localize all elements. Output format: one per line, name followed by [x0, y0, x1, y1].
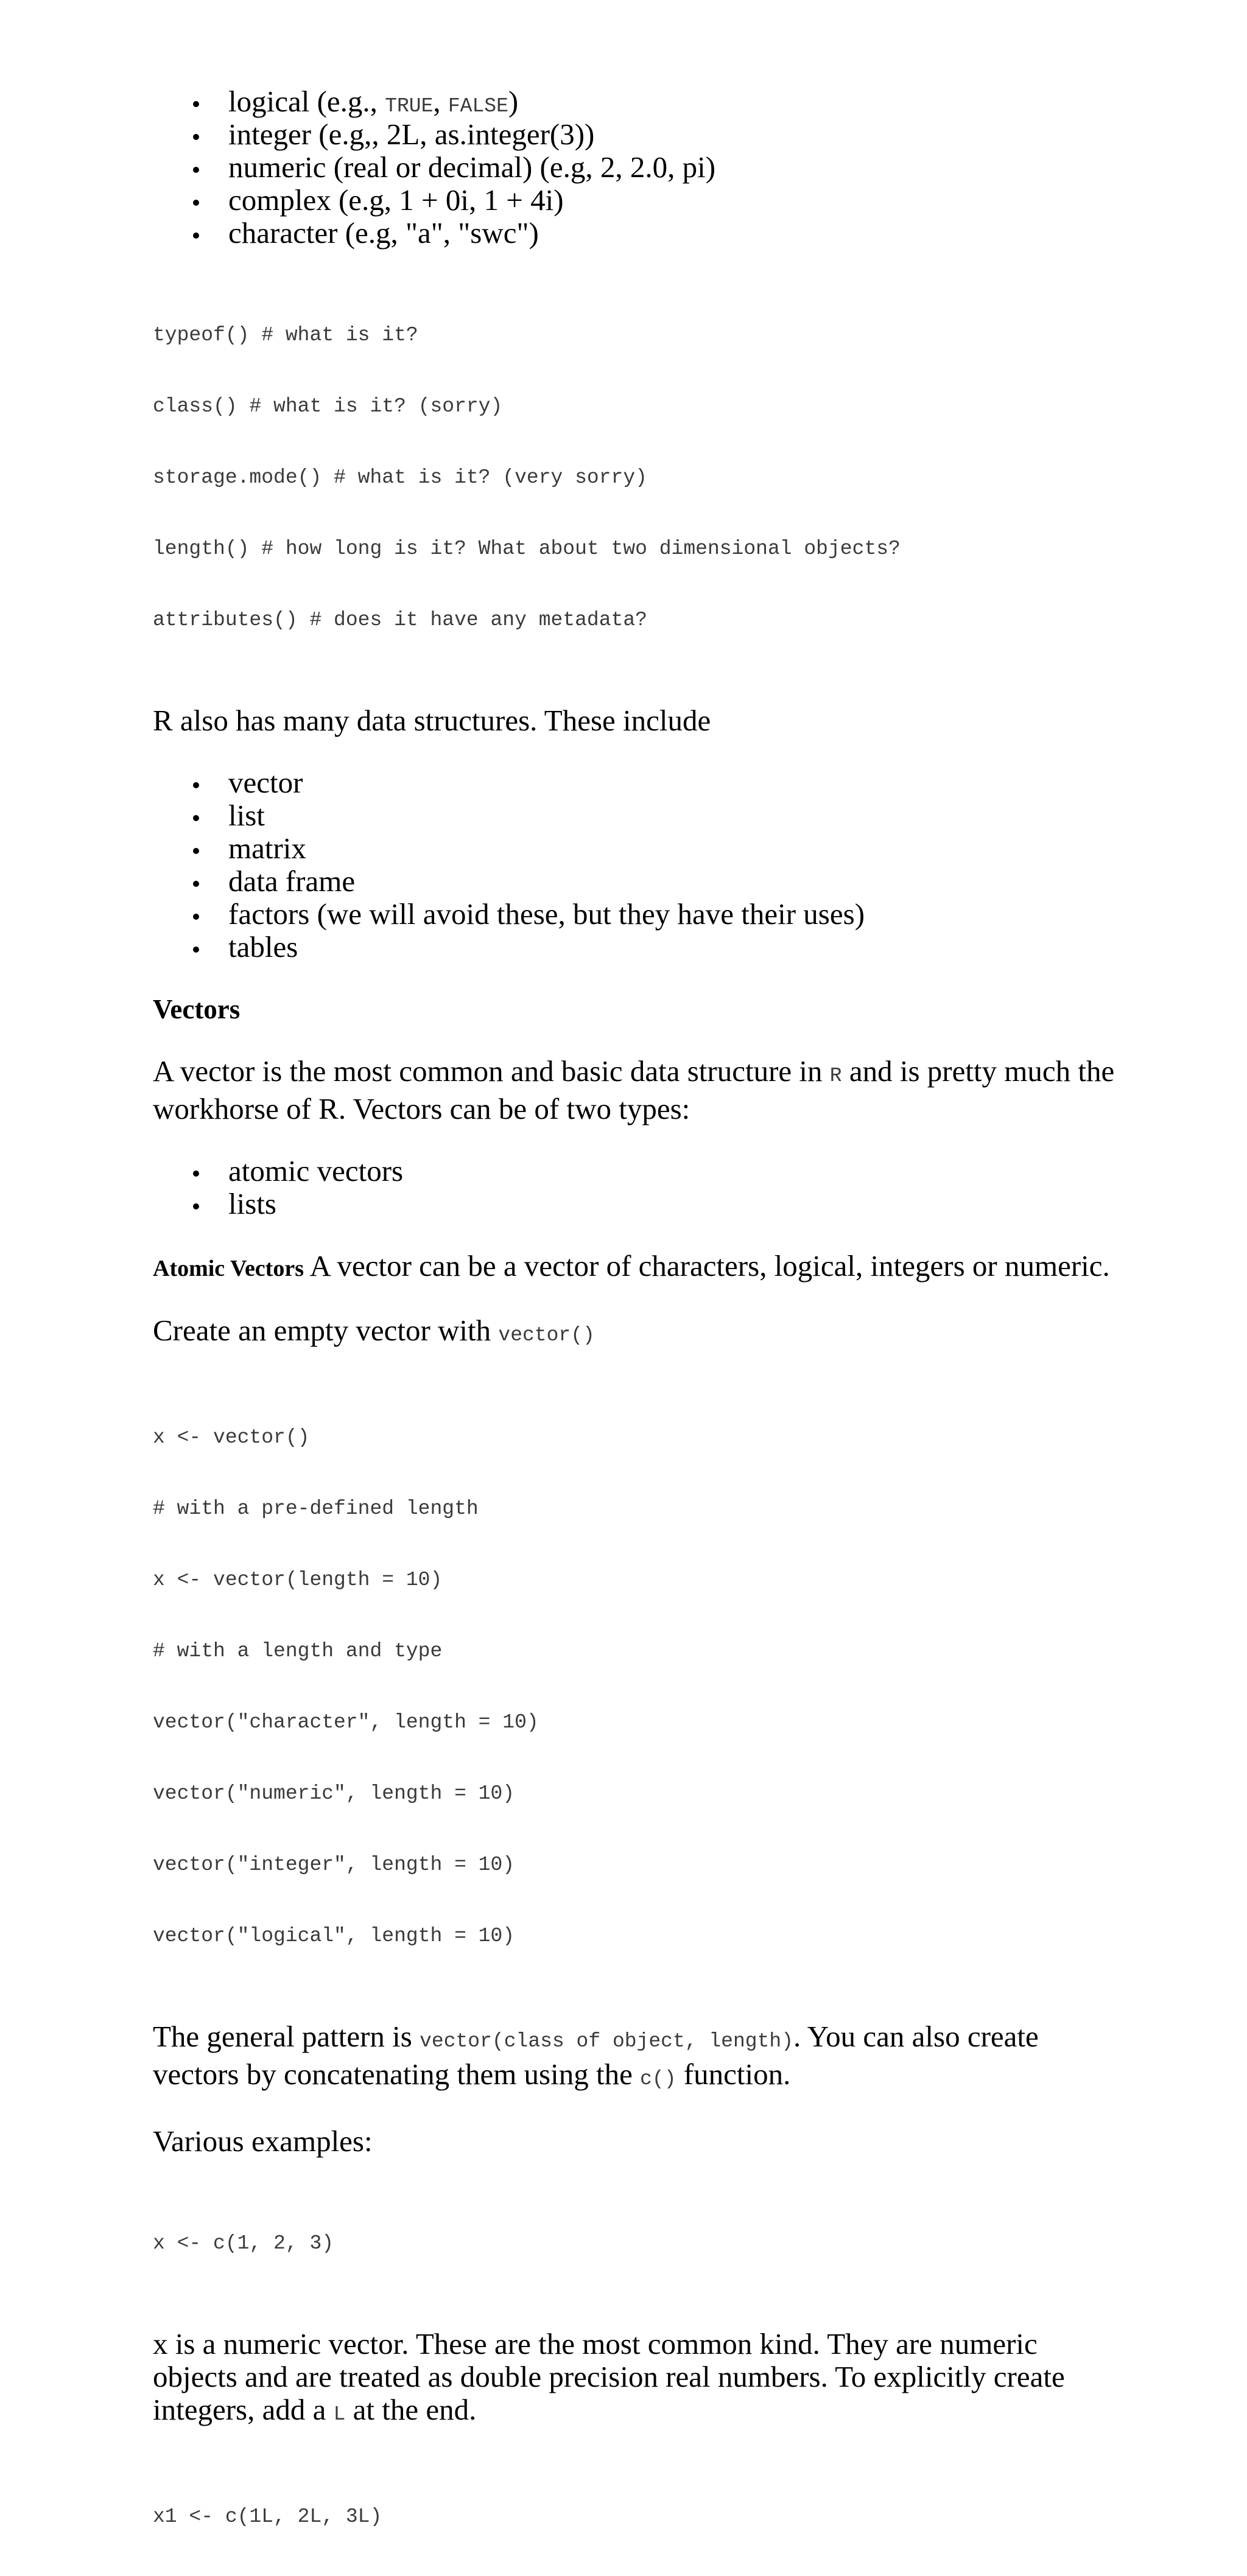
inline-code: vector(class of object, length)	[420, 2030, 793, 2053]
code-block	[153, 2184, 1127, 2303]
code-line: x1 <- c(1L, 2L, 3L)	[153, 2505, 382, 2528]
list-item: lists	[228, 1188, 1127, 1220]
code-line: x <- vector()	[153, 1426, 310, 1449]
paragraph	[153, 2328, 1127, 2431]
list-item: tables	[228, 931, 1127, 964]
list-item	[228, 85, 1127, 118]
inline-code: TRUE	[385, 95, 434, 117]
inline-code: c()	[640, 2068, 676, 2090]
paragraph-text: function.	[676, 2057, 791, 2091]
code-line: storage.mode() # what is it? (very sorry)	[153, 466, 647, 489]
paragraph	[153, 1055, 1127, 1125]
paragraph-text: A vector can be a vector of characters, logical, integers or numeric.	[303, 1249, 1110, 1283]
code-line: # with a length and type	[153, 1640, 443, 1662]
inline-heading: Atomic Vectors	[153, 1256, 304, 1281]
code-line: attributes() # does it have any metadata?	[153, 609, 647, 631]
vector-types-list	[153, 1155, 1127, 1220]
paragraph	[153, 1250, 1127, 1285]
paragraph-text: and is pretty much the workhorse of R. Vectors can be of two types:	[153, 1054, 1115, 1125]
paragraph: R also has many data structures. These include	[153, 704, 711, 737]
list-item: atomic vectors	[228, 1155, 1127, 1188]
list-item: complex (e.g, 1 + 0i, 1 + 4i)	[228, 184, 1127, 217]
paragraph-text: . You can also create vectors by concatenating them using the	[153, 2020, 1039, 2091]
inline-code: FALSE	[448, 95, 508, 117]
code-line: x <- vector(length = 10)	[153, 1569, 443, 1591]
inline-code: L	[333, 2403, 346, 2426]
section-heading: Vectors	[153, 994, 241, 1024]
code-line: x <- c(1, 2, 3)	[153, 2232, 334, 2255]
code-line: length() # how long is it? What about two dimensional objects?	[153, 537, 901, 560]
list-item: data frame	[228, 865, 1127, 898]
code-line: vector("numeric", length = 10)	[153, 1782, 515, 1805]
paragraph-text: The general pattern is	[153, 2020, 420, 2053]
data-types-list	[153, 85, 1127, 250]
list-item-text: logical (e.g.,	[228, 85, 385, 118]
paragraph-text: at the end.	[345, 2393, 477, 2426]
document-page	[153, 85, 1127, 2576]
list-item: vector	[228, 766, 1127, 799]
code-line: vector("logical", length = 10)	[153, 1925, 515, 1947]
code-line: typeof() # what is it?	[153, 324, 418, 346]
list-item: list	[228, 799, 1127, 832]
paragraph	[153, 2020, 1127, 2096]
inline-code: R	[829, 1065, 842, 1087]
list-item: character (e.g, "a", "swc")	[228, 217, 1127, 250]
list-item: numeric (real or decimal) (e.g, 2, 2.0, pi)	[228, 151, 1127, 184]
list-item: integer (e.g,, 2L, as.integer(3))	[228, 118, 1127, 151]
list-item: matrix	[228, 832, 1127, 865]
paragraph-text: A vector is the most common and basic data structure in	[153, 1054, 830, 1088]
code-block	[153, 2457, 1127, 2576]
code-line: class() # what is it? (sorry)	[153, 395, 503, 418]
code-line: vector("character", length = 10)	[153, 1711, 539, 1734]
inline-code: vector()	[498, 1324, 595, 1346]
paragraph-text: Create an empty vector with	[153, 1314, 499, 1347]
code-block	[153, 1378, 1127, 1995]
list-item: factors (we will avoid these, but they have their uses)	[228, 898, 1127, 931]
list-item-text: )	[508, 85, 519, 118]
paragraph: Various examples:	[153, 2124, 373, 2158]
code-line: vector("integer", length = 10)	[153, 1853, 515, 1876]
code-block	[153, 276, 1127, 679]
paragraph-text: x is a numeric vector. These are the most common kind. They are numeric objects and are treated as double precision real numbers. To explicitly create integers, add a	[153, 2327, 1065, 2426]
data-structures-list	[153, 766, 1127, 964]
code-line: # with a pre-defined length	[153, 1497, 479, 1520]
paragraph	[153, 1314, 1127, 1352]
list-item-text: ,	[433, 85, 448, 118]
